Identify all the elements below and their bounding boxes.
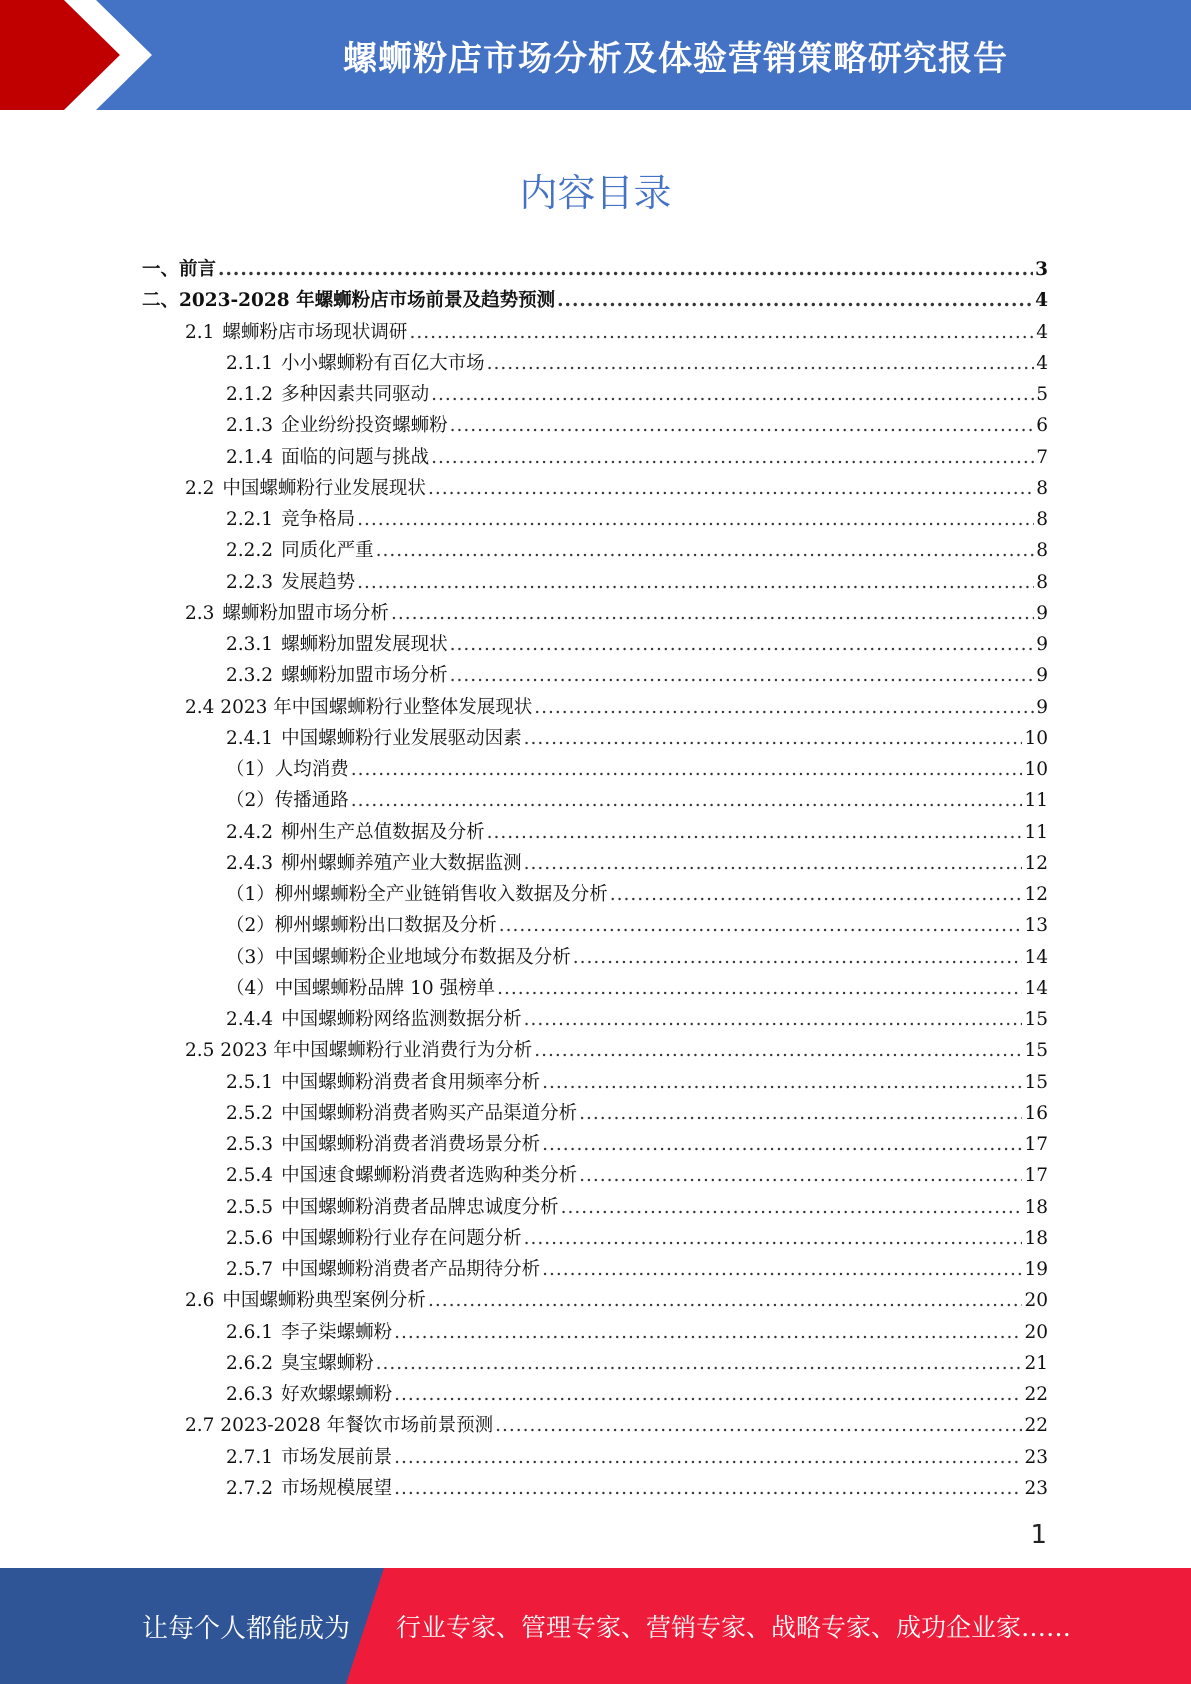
toc-entry-number: 2.2.1 — [226, 509, 274, 530]
toc-entry-title: 市场发展前景 — [281, 1446, 393, 1468]
toc-dot-leader — [579, 1098, 1022, 1129]
toc-entry[interactable] — [226, 1067, 1048, 1098]
toc-entry-page: 19 — [1024, 1259, 1048, 1280]
toc-entry[interactable] — [226, 567, 1048, 598]
toc-entry-title: 臭宝螺蛳粉 — [281, 1352, 374, 1374]
toc-entry[interactable] — [226, 379, 1048, 410]
toc-dot-leader — [542, 1067, 1022, 1098]
toc-entry-title: 小小螺蛳粉有百亿大市场 — [281, 352, 485, 374]
toc-entry-number: 2.4.2 — [226, 821, 274, 843]
toc-entry-number: 2.5.6 — [226, 1227, 274, 1249]
toc-entry[interactable] — [226, 942, 1048, 973]
toc-entry-number: 2.4.4 — [226, 1009, 274, 1030]
toc-entry-title: 柳州螺蛳养殖产业大数据监测 — [281, 852, 522, 874]
toc-dot-leader — [610, 879, 1023, 910]
toc-entry[interactable] — [226, 629, 1048, 660]
toc-entry-title: （2）柳州螺蛳粉出口数据及分析 — [226, 915, 497, 937]
toc-dot-leader — [524, 848, 1023, 879]
toc-entry-page: 8 — [1036, 571, 1048, 593]
toc-entry-page: 6 — [1036, 415, 1048, 437]
toc-entry-page: 8 — [1036, 477, 1048, 499]
toc-entry-page: 10 — [1024, 727, 1048, 749]
toc-entry-page: 23 — [1024, 1446, 1048, 1468]
toc-entry-title: 中国螺蛳粉消费者消费场景分析 — [281, 1134, 541, 1155]
toc-entry[interactable] — [226, 410, 1048, 441]
toc-entry[interactable] — [226, 348, 1048, 379]
toc-entry-number: 2.1.4 — [226, 446, 274, 468]
toc-entry-page: 13 — [1024, 915, 1048, 937]
toc-entry-number: 2.5.2 — [226, 1102, 274, 1124]
toc-entry-number: 2.3.1 — [226, 634, 274, 655]
toc-entry-title: （1）柳州螺蛳粉全产业链销售收入数据及分析 — [226, 884, 608, 905]
toc-entry-page: 17 — [1024, 1134, 1048, 1155]
toc-dot-leader — [497, 973, 1022, 1004]
toc-dot-leader — [487, 817, 1023, 848]
toc-entry-page: 15 — [1024, 1040, 1048, 1062]
toc-entry-title: 螺蛳粉加盟发展现状 — [281, 634, 448, 655]
toc-entry-number: 2.6.3 — [226, 1384, 274, 1405]
toc-entry[interactable] — [185, 473, 1048, 504]
toc-entry-page: 22 — [1024, 1415, 1048, 1437]
toc-entry-title: 一、前言 — [142, 259, 217, 280]
toc-dot-leader — [542, 1254, 1022, 1285]
toc-entry[interactable] — [226, 535, 1048, 566]
toc-entry-title: 面临的问题与挑战 — [281, 446, 430, 468]
toc-entry[interactable] — [226, 1442, 1048, 1473]
toc-dot-leader — [376, 535, 1035, 566]
toc-entry[interactable] — [226, 1473, 1048, 1504]
page-number: 1 — [1030, 1520, 1047, 1550]
toc-entry-title: 2.4 2023 年中国螺蛳粉行业整体发展现状 — [185, 696, 533, 718]
toc-entry-page: 14 — [1024, 977, 1048, 999]
toc-entry-page: 10 — [1024, 759, 1048, 780]
report-header — [0, 0, 1191, 110]
toc-entry[interactable] — [226, 1348, 1048, 1379]
toc-entry-title: 中国螺蛳粉消费者食用频率分析 — [281, 1071, 541, 1093]
toc-dot-leader — [524, 723, 1023, 754]
toc-dot-leader — [376, 1348, 1023, 1379]
toc-entry-page: 17 — [1024, 1165, 1048, 1187]
toc-entry[interactable] — [185, 598, 1048, 629]
toc-entry-page: 20 — [1024, 1290, 1048, 1312]
toc-entry-title: 中国螺蛳粉消费者产品期待分析 — [281, 1259, 541, 1280]
toc-entry-title: 同质化严重 — [281, 540, 374, 562]
toc-dot-leader — [487, 348, 1035, 379]
toc-entry-number: 2.5.5 — [226, 1196, 274, 1218]
toc-entry-page: 18 — [1024, 1227, 1048, 1249]
toc-entry-page: 4 — [1036, 321, 1048, 343]
toc-entry[interactable] — [226, 785, 1048, 816]
toc-entry[interactable] — [226, 723, 1048, 754]
toc-entry[interactable] — [226, 1223, 1048, 1254]
toc-entry-title: 二、2023-2028 年螺蛳粉店市场前景及趋势预测 — [142, 290, 556, 312]
toc-entry-title: 中国螺蛳粉行业发展驱动因素 — [281, 727, 522, 749]
toc-dot-leader — [579, 1160, 1022, 1191]
toc-entry[interactable] — [226, 504, 1048, 535]
toc-entry[interactable] — [226, 1379, 1048, 1410]
toc-dot-leader — [394, 1442, 1022, 1473]
toc-heading: 内容目录 — [519, 171, 672, 215]
toc-dot-leader — [524, 1004, 1023, 1035]
toc-entry-page: 12 — [1024, 884, 1048, 905]
toc-dot-leader — [450, 410, 1035, 441]
toc-entry[interactable] — [185, 692, 1048, 723]
toc-entry-number: 2.2.2 — [226, 540, 274, 562]
toc-entry-title: 中国螺蛳粉典型案例分析 — [222, 1290, 426, 1312]
toc-entry-title: 螺蛳粉店市场现状调研 — [222, 321, 408, 343]
toc-entry[interactable] — [226, 973, 1048, 1004]
toc-entry[interactable] — [226, 1317, 1048, 1348]
toc-dot-leader — [524, 1223, 1023, 1254]
toc-entry-title: （2）传播通路 — [226, 790, 349, 812]
toc-entry[interactable] — [226, 1192, 1048, 1223]
toc-entry-number: 2.2.3 — [226, 571, 274, 593]
toc-entry-page: 15 — [1024, 1009, 1048, 1030]
toc-entry-number: 2.5.3 — [226, 1134, 274, 1155]
toc-dot-leader — [409, 317, 1034, 348]
toc-entry-page: 9 — [1036, 696, 1048, 718]
toc-entry-title: 螺蛳粉加盟市场分析 — [222, 602, 389, 624]
toc-dot-leader — [431, 442, 1034, 473]
toc-entry-page: 3 — [1035, 259, 1048, 280]
toc-entry-page: 14 — [1024, 946, 1048, 968]
toc-entry[interactable] — [142, 254, 1048, 285]
red-arrow-decoration — [0, 0, 160, 110]
toc-dot-leader — [542, 1129, 1022, 1160]
toc-entry-page: 9 — [1036, 665, 1048, 687]
toc-entry-title: 中国螺蛳粉网络监测数据分析 — [281, 1009, 522, 1030]
toc-entry-title: 2.5 2023 年中国螺蛳粉行业消费行为分析 — [185, 1040, 533, 1062]
toc-entry-title: 发展趋势 — [281, 571, 356, 593]
toc-entry-page: 21 — [1024, 1352, 1048, 1374]
toc-entry-page: 11 — [1024, 790, 1048, 812]
toc-entry[interactable] — [226, 660, 1048, 691]
toc-entry-title: 中国螺蛳粉消费者品牌忠诚度分析 — [281, 1196, 559, 1218]
toc-entry-page: 9 — [1036, 602, 1048, 624]
toc-entry-page: 20 — [1024, 1321, 1048, 1343]
toc-entry-page: 18 — [1024, 1196, 1048, 1218]
toc-entry-page: 8 — [1036, 540, 1048, 562]
toc-entry[interactable] — [185, 1035, 1048, 1066]
toc-dot-leader — [394, 1317, 1022, 1348]
toc-entry-title: （3）中国螺蛳粉企业地域分布数据及分析 — [226, 946, 571, 968]
toc-dot-leader — [428, 1285, 1023, 1316]
toc-entry-page: 16 — [1024, 1102, 1048, 1124]
toc-dot-leader — [431, 379, 1034, 410]
toc-entry-title: 李子柒螺蛳粉 — [281, 1321, 393, 1343]
page-footer — [0, 1568, 1191, 1684]
toc-entry-title: 企业纷纷投资螺蛳粉 — [281, 415, 448, 437]
toc-entry-page: 4 — [1036, 352, 1048, 374]
toc-entry-title: （4）中国螺蛳粉品牌 10 强榜单 — [226, 977, 496, 999]
toc-entry-title: 多种因素共同驱动 — [281, 384, 430, 405]
toc-entry-page: 8 — [1036, 509, 1048, 530]
toc-entry-title: 中国螺蛳粉行业存在问题分析 — [281, 1227, 522, 1249]
toc-entry-title: 中国螺蛳粉行业发展现状 — [222, 477, 426, 499]
toc-dot-leader — [394, 1473, 1022, 1504]
toc-entry-number: 2.5.1 — [226, 1071, 274, 1093]
toc-entry[interactable] — [226, 848, 1048, 879]
toc-entry-number: 2.4.1 — [226, 727, 274, 749]
toc-entry[interactable] — [185, 317, 1048, 348]
toc-entry[interactable] — [226, 1129, 1048, 1160]
toc-entry-number: 2.6 — [185, 1290, 215, 1312]
toc-dot-leader — [573, 942, 1023, 973]
toc-entry-number: 2.1.3 — [226, 415, 274, 437]
toc-entry-number: 2.5.4 — [226, 1165, 274, 1187]
toc-entry-number: 2.7.1 — [226, 1446, 274, 1468]
toc-dot-leader — [561, 1192, 1023, 1223]
toc-entry-number: 2.1.2 — [226, 384, 274, 405]
footer-slogan-right: 行业专家、管理专家、营销专家、战略专家、成功企业家…… — [396, 1613, 1072, 1642]
toc-entry[interactable] — [226, 754, 1048, 785]
toc-dot-leader — [218, 254, 1033, 285]
toc-entry[interactable] — [142, 285, 1048, 316]
toc-entry-title: 市场规模展望 — [281, 1477, 393, 1499]
toc-entry-number: 2.3 — [185, 602, 215, 624]
toc-entry-number: 2.7.2 — [226, 1477, 274, 1499]
toc-entry[interactable] — [226, 1160, 1048, 1191]
toc-entry-title: 中国螺蛳粉消费者购买产品渠道分析 — [281, 1102, 578, 1124]
toc-entry-page: 11 — [1024, 821, 1048, 843]
toc-dot-leader — [557, 285, 1033, 316]
toc-entry-page: 7 — [1036, 446, 1048, 468]
toc-entry-title: 竞争格局 — [281, 509, 356, 530]
toc-dot-leader — [428, 473, 1034, 504]
toc-entry[interactable] — [185, 1285, 1048, 1316]
toc-entry-number: 2.4.3 — [226, 852, 274, 874]
toc-entry-number: 2.6.2 — [226, 1352, 274, 1374]
toc-entry-number: 2.1.1 — [226, 352, 274, 374]
toc-dot-leader — [499, 910, 1023, 941]
toc-entry[interactable] — [226, 1098, 1048, 1129]
toc-entry-title: （1）人均消费 — [226, 759, 349, 780]
toc-entry-page: 22 — [1024, 1384, 1048, 1405]
toc-dot-leader — [495, 1410, 1022, 1441]
toc-entry-number: 2.6.1 — [226, 1321, 274, 1343]
toc-dot-leader — [450, 660, 1035, 691]
toc-entry-title: 螺蛳粉加盟市场分析 — [281, 665, 448, 687]
toc-dot-leader — [351, 785, 1023, 816]
toc-entry-number: 2.1 — [185, 321, 215, 343]
toc-dot-leader — [391, 598, 1034, 629]
toc-entry-number: 2.2 — [185, 477, 215, 499]
toc-dot-leader — [351, 754, 1023, 785]
toc-entry-number: 2.3.2 — [226, 665, 274, 687]
toc-entry-page: 12 — [1024, 852, 1048, 874]
toc-entry-title: 2.7 2023-2028 年餐饮市场前景预测 — [185, 1415, 494, 1437]
report-title: 螺蛳粉店市场分析及体验营销策略研究报告 — [343, 38, 1008, 79]
toc-entry-page: 15 — [1024, 1071, 1048, 1093]
toc-dot-leader — [534, 692, 1034, 723]
footer-slogan-left: 让每个人都能成为 — [142, 1613, 351, 1644]
toc-entry[interactable] — [185, 1410, 1048, 1441]
toc-dot-leader — [357, 567, 1034, 598]
toc-dot-leader — [394, 1379, 1022, 1410]
toc-entry[interactable] — [226, 817, 1048, 848]
toc-dot-leader — [450, 629, 1035, 660]
toc-entry-page: 5 — [1036, 384, 1048, 405]
toc-entry[interactable] — [226, 910, 1048, 941]
toc-entry-page: 4 — [1035, 290, 1048, 312]
toc-entry-title: 柳州生产总值数据及分析 — [281, 821, 485, 843]
toc-entry[interactable] — [226, 1004, 1048, 1035]
toc-entry-number: 2.5.7 — [226, 1259, 274, 1280]
toc-dot-leader — [534, 1035, 1022, 1066]
toc-entry-title: 中国速食螺蛳粉消费者选购种类分析 — [281, 1165, 578, 1187]
toc-entry-page: 9 — [1036, 634, 1048, 655]
toc-entry-page: 23 — [1024, 1477, 1048, 1499]
toc-entry[interactable] — [226, 1254, 1048, 1285]
toc-entry-title: 好欢螺螺蛳粉 — [281, 1384, 393, 1405]
toc-entry[interactable] — [226, 442, 1048, 473]
toc-dot-leader — [357, 504, 1034, 535]
toc-entry[interactable] — [226, 879, 1048, 910]
